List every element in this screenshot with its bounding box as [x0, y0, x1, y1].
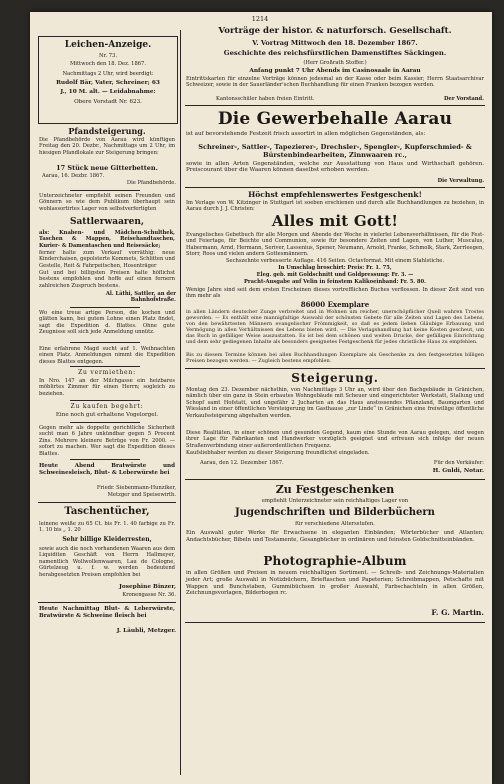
- empfehlung-text: Unterzeichneter empfiehlt seinen Freunden und Gönnern so wie dem Publikum überhaupt sein wohlassortirtes Lager von selbstverfertigten: [39, 193, 175, 212]
- ad-magd: Eine erfahrene Magd sucht auf 1. Weihnachten einen Platz. Anmeldungen nimmt die Expedition dieses Blattes entgegen.: [39, 346, 175, 365]
- sattler-body2: ferner halte zum Verkauf vorräthig: neue Kinderchaisen, gepolsterte Kommets, Schlitten und Gestelle, Reit & Fahrpeitschen, Hosenträger: [39, 250, 175, 269]
- rule: [38, 502, 176, 503]
- fest-note: Wenige Jahre sind seit dem ersten Erscheinen dieses vortrefflichen Buches verflossen. In dieser Zeit sind von ihm mehr als: [186, 287, 484, 300]
- fest-price1: In Umschlag broschirt: Preis: Fr. 1. 75,: [278, 265, 392, 271]
- festgeschenke-body2: für verschiedene Altersstufen.: [295, 521, 375, 527]
- bratwurst2-body: Heute Nachmittag Blut- & Leberwürste, Bratwürste & Schweine fleisch bei: [39, 606, 175, 619]
- fest-price3: Pracht-Ausgabe auf Velin in feinstem Kalikoeinband: Fr. 5. 80.: [244, 279, 426, 285]
- tuecher-price: leinene weiße zu 65 Ct. bis Fr. 1. 40 farbige zu Fr. 1. 10 bis „ 1. 20: [39, 521, 175, 534]
- rule: [70, 307, 140, 308]
- fest-price2: Eleg. geb. mit Goldschnitt und Goldpressung: Fr. 3. —: [256, 272, 414, 278]
- kaufen-body: Eine noch gut erhaltene Vogelorgel.: [55, 412, 159, 418]
- leichen-number: Nr. 73.: [99, 53, 117, 59]
- newspaper-page: [30, 12, 492, 784]
- rule: [70, 190, 140, 191]
- rule: [70, 400, 140, 401]
- sattler-sig: Al. Läthi, Sattler, an der Bahnhofstraße.: [105, 291, 176, 304]
- leichen-line1: Nachmittags 2 Uhr, wird beerdigt:: [62, 71, 154, 77]
- vortraege-note: Kantonsschüler haben freien Eintritt.: [216, 96, 315, 102]
- page-number: 1214: [251, 15, 269, 23]
- rule: [70, 459, 140, 460]
- festgeschenke-album: Photographie-Album: [263, 554, 407, 568]
- pfand-sig2: Die Pfandbehörde.: [126, 180, 176, 186]
- bratwurst2-sig: J. Läubli, Metzger.: [116, 628, 176, 634]
- steigerung-sig2: H. Guldi, Notar.: [432, 468, 484, 474]
- festgeschenke-body1: empfiehlt Unterzeichneter sein reichhaltiges Lager von: [261, 498, 409, 504]
- pfand-item: 17 Stück neue Gitterbetten.: [56, 164, 158, 172]
- tuecher-sig1: Josephine Binzer,: [119, 584, 176, 590]
- fest-body2: Evangelisches Gebetbuch für alle Morgen und Abende der Woche in vielerlei Lebensverhältnissen, für die Fest- und Feiertage, für Beichte und Communion, sowie für besondere Zeiten und Lagen, von Luther, Muscalus, Habermann, Arnd, Hermann, Seriver, Lassenius, Spener, Neumann, Arnold, Franke, Schmolk, Stark, Zerrleegen, Storr, Roos und vielen andern Gottesmännern.: [186, 232, 484, 258]
- gewerbe-crafts: Schreiner-, Sattler-, Tapezierer-, Drechsler-, Spengler-, Kupferschmied- & Bürstenbindearbeiten, Zinnwaaren rc.,: [198, 143, 472, 159]
- festgeschenke-sig: F. G. Martin.: [431, 608, 484, 617]
- sattler-title: Sattlerwaaren,: [69, 217, 145, 227]
- gelder-body: Gegen mehr als doppelte gerichtliche Sicherheit sucht man 6 Jahre unkündbar gegen 5 Procent Zins. Mehrere kleinere Betrüge von Fr. 2000. — sofort zu machen. Wer sagt die Expedition dieses Blattes.: [39, 425, 175, 457]
- fest-title: Höchst empfehlenswertes Festgeschenk!: [248, 190, 422, 199]
- steigerung-title: Steigerung.: [291, 371, 379, 385]
- sattler-body3: Gut und bei billigsten Preisen halte höflichst bestens empfohlen und hoffe auf einen fernern zahlreichen Zuspruch bestens.: [39, 270, 175, 289]
- vortraege-topic: Geschichte des reichsfürstlichen Damenstiftes Säckingen.: [223, 49, 447, 57]
- rule: [38, 602, 176, 603]
- vermiethen-body: In Nro. 147 an der Milchgasse ein heizbares möblirtes Zimmer für einen Herrn; sogleich zu beziehen.: [39, 378, 175, 397]
- leichen-line4: Obere Vorstadt Nr. 623.: [74, 99, 142, 105]
- fest-edition: Sechszehnte verbesserte Auflage. 416 Seiten. Octavformat. Mit einem Stahlstiche.: [225, 258, 445, 264]
- fest-note2: Bis zu diesem Termine können bei allen Buchhandlungen Exemplare als Geschenke zu den festgesetzten billigen Preisen bezogen werden. — Zugleich bestens empfohlen.: [186, 352, 484, 364]
- vortraege-title: Vorträge der histor. & naturforsch. Gesellschaft.: [218, 26, 452, 36]
- tuecher-line: Sehr billige Kleiderresten,: [62, 536, 152, 543]
- festgeschenke-books: Jugendschriften und Bilderbüchern: [235, 507, 435, 518]
- steigerung-body3: Kaufsliebhaber werden zu dieser Steigerung freundlichst eingeladen.: [186, 450, 370, 456]
- tuecher-sig2: Kronengasse Nr. 36.: [122, 592, 176, 598]
- vermiethen-title: Zu vermiethen:: [78, 369, 136, 376]
- fest-body: Im Verlage von W. Kitzinger in Stuttgart ist soeben erschienen und durch alle Buchhandlungen zu beziehen, in Aarau durch J. J. Christen:: [186, 200, 484, 213]
- gewerbe-body1: ist auf bevorstehende Festzeit frisch assortirt in allen möglichen Gegenständen, als:: [186, 131, 426, 137]
- vortraege-sub: V. Vortrag Mittwoch den 18. Dezember 1867.: [252, 39, 418, 47]
- pfand-body: Die Pfandbehörde von Aarau wird künftigen Freitag den 20. Dezbr., Nachmittags um 2 Uhr, im hiesigen Pfandlokale zur Steigerung bringen:: [39, 137, 175, 156]
- steigerung-body2: Diese Realitäten, in einer schönen und gesunden Gegend, kaum eine Stunde von Aarau gelegen, sind wegen ihrer Lage für Fabrikanten und Handwerker vorzüglich geeignet und erfreuen sich infolge der neuen Straßenverbindung einer außerordentlichen Frequenz.: [186, 430, 484, 449]
- leichen-line3: J., 10 M. alt. — Leidabnahme:: [60, 89, 156, 95]
- fest-copies: 86000 Exemplare: [300, 300, 370, 309]
- steigerung-date: Aarau, den 12. Dezember 1867.: [200, 460, 284, 466]
- gewerbe-sig: Die Verwaltung.: [437, 178, 484, 184]
- vortraege-body: Eintrittskarten für einzelne Vorträge können jedesmal an der Kasse oder beim Kassier, Herrn Staatsarchivar Schweizer, sowie in der Sauerländer'schen Buchhandlung für einen Franken bezogen werden.: [186, 76, 484, 89]
- fest-body3: in allen Ländern deutscher Zunge verbreitet und in Wohnen um reicher, unerschöpflicher Quell wahren Trostes geworden. — Es enthält eine mannigfaltige Auswahl der schönsten Gebete für alle Zeiten und Lagen des Lebens, von den bewährtesten Männern evangelischer Frömmigkeit, so daß es jedem lieben Gläubige Erbauung und Vermögung in allen Verhältnissen des Lebens bieten wird. — Die Verlagshandlung hat keine Kosten gescheut, um das Buch in gefälliger Weise auszustatten. Es ist bei dem schönen und weiten Drucke, der gefälligen Einrichtung und dem sehr gediegenen Inhalte als besonders geeignetes Festgeschenk für jedes christliche Haus zu empfehlen.: [186, 309, 484, 345]
- pfand-sig1: Aarau, 16. Dezbr. 1867.: [42, 173, 105, 179]
- festgeschenke-body4: in allen Größen und Preisen in neuem reichhaltigen Sortiment. — Schreib- und Zeichnungs-Materialien jeder Art; große Auswahl in Notizbüchern, Brieftaschen und Papeterien; Schreibmappen, Petschafte mit Wappen und Bunchstaben, Gummibüchsen in großer Auswahl, Farbschachteln in allen Größen, Zeichnungsvorlagen, Bilderbogen rc.: [186, 570, 484, 597]
- leichen-line2: Rudolf Bär, Vater, Schreiner; 63: [56, 80, 160, 86]
- steigerung-body: Montag den 23. Dezember nächsthin, von Nachmittags 3 Uhr an, wird über den Bachgebäude in Gränichen, nämlich über ein ganz in Stein erbautes Wohngebäude mit Scheuer und eingerichteter Werkstatt, Stallung und Schopf samt Hofstatt, und ungefähr 2 Jucharten an das Haus anstossendes Pflanzland, Baumgarten und Wiesland in einer öffentlichen Versteigerung im Gasthause „zur Linde“ in Gränichen eine freiwillige öffentliche Verkaufssteigerung abgehalten werden.: [186, 387, 484, 419]
- gewerbe-body2: sowie in allen Arten Gegenständen, welche zur Ausstattung von Haus und Wirthschaft gehören. Preiscourant über die Waaren können daselbst erhoben werden.: [186, 161, 484, 174]
- tuecher-body: sowie auch die noch vorhandenen Waaren aus dem Liquiditen Geschäft von Herrn Hallmeyer, namentlich Wollwollenwaaren, Lau de Cologne, Gürtelzeug u. f. w. werden bedeutend herabgesetzten Preisen empfohlen bei: [39, 546, 175, 578]
- vortraege-speaker: (Herr Großrath Stoffer.): [303, 60, 367, 66]
- rule: [70, 366, 140, 367]
- steigerung-sig1: Für den Verkäufer:: [433, 460, 484, 466]
- rule: [185, 368, 485, 369]
- rule: [185, 479, 485, 480]
- rule: [70, 422, 140, 423]
- fest-book: Alles mit Gott!: [271, 212, 399, 230]
- vortraege-time: Anfang punkt 7 Uhr Abends im Casinosaale in Aarau: [249, 68, 421, 74]
- festgeschenke-title: Zu Festgeschenken: [275, 483, 395, 496]
- ad-dienstbote: Wo eine treue artige Person, die kochen und glätten kann, bei gutem Lohne einen Platz findet, sagt die Expedition d. Blattes. Ohne gute Zeugnisse soll sich jede Anmeldung unnütz.: [39, 310, 175, 336]
- festgeschenke-body3: Ein Auswahl guter Werke für Erwachsene in eleganten Einbänden; Wörterbücher und Atlanten; Andachtsbücher, Bibeln und Testamente, Gesangbücher in ordinären und feinsten Goldschnitteinbänden.: [186, 530, 484, 543]
- kaufen-title: Zu kaufen begehrt:: [70, 403, 144, 410]
- rule: [70, 342, 140, 343]
- bratwurst1-body: Heute Abend Bratwürste und Schweinesleisch, Blut- & Leberwürste bei: [39, 463, 175, 476]
- rule: [185, 105, 485, 106]
- gewerbe-title: Die Gewerbehalle Aarau: [217, 109, 453, 129]
- leichen-title: Leichen-Anzeige.: [64, 40, 152, 50]
- column-divider: [180, 30, 181, 775]
- sattler-body1: als: Knaben- und Mädchen-Schulthek, Taschen & Mappen, Reisehandtaschen, Kurier- & Damentaschen und Reisesäcke;: [39, 230, 175, 249]
- leichen-anzeige-box: [38, 36, 178, 124]
- bratwurst1-sig2: Metzger und Speisewirth.: [107, 492, 176, 498]
- pfand-title: Pfandsteigerung.: [68, 126, 146, 136]
- rule: [185, 187, 485, 188]
- leichen-date: Mittwoch den 18. Dez. 1867.: [70, 61, 146, 67]
- bratwurst1-sig1: Friedr. Siebenmann-Hunziker,: [96, 485, 176, 491]
- vortraege-sig: Der Vorstand.: [444, 96, 484, 102]
- tuecher-title: Taschentücher,: [64, 506, 150, 517]
- rule: [185, 622, 485, 623]
